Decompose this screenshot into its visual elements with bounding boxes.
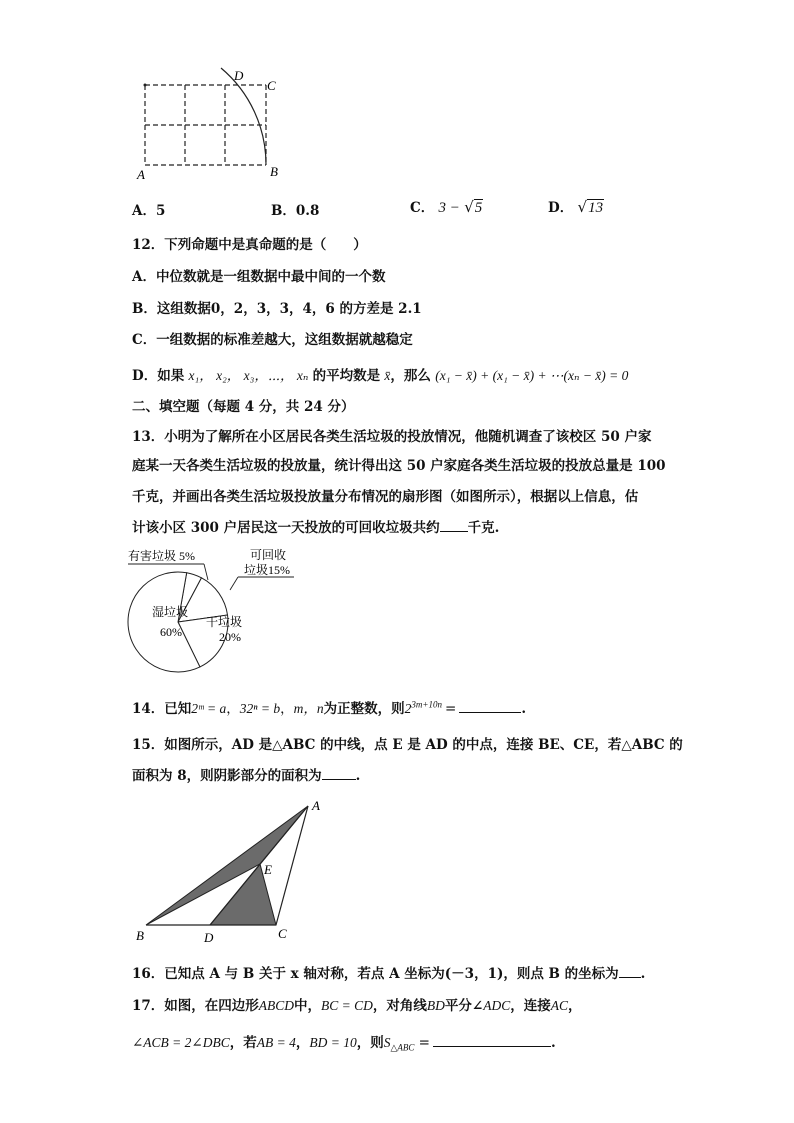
q14-expr3-base: 2 <box>404 701 412 716</box>
recyclable-pointer <box>230 577 238 590</box>
answer-blank[interactable] <box>619 964 641 978</box>
q12-d-mean: x̄ <box>384 368 391 383</box>
q17-line1-pre: 17．如图，在四边形 <box>132 998 259 1014</box>
q12-option-d <box>132 364 628 384</box>
label-harmful: 有害垃圾 5% <box>128 549 195 563</box>
q15-line1: 15．如图所示，AD 是△ABC 的中线，点 E 是 AD 的中点，连接 BE、CE，若△ABC 的 <box>132 737 683 753</box>
q12-d-vars: x₁， x₂， x₃，⋯， xₙ <box>188 368 309 383</box>
q16-pre: 16．已知点 A 与 B 关于 x 轴对称，若点 A 坐标为(－3，1)，则点 B 的坐标为 <box>132 966 619 982</box>
q11-option-c <box>410 196 483 217</box>
answer-blank[interactable] <box>433 1033 551 1047</box>
q17-ab: AB = 4 <box>256 1035 296 1050</box>
q14-mid: 为正整数，则 <box>323 701 405 717</box>
pie-chart <box>126 544 316 679</box>
label-wet-1: 湿垃圾 <box>152 605 189 619</box>
q15-line2-post: . <box>355 768 361 784</box>
fig11-label-B: B <box>270 164 278 179</box>
q17-line2-d: ，则 <box>356 1035 384 1051</box>
q11-option-d-radicand: 13 <box>588 200 604 216</box>
q17-s-sub: △ABC <box>390 1042 415 1053</box>
q13-line4 <box>132 516 499 536</box>
q17-ac: AC <box>550 998 568 1013</box>
fig15-label-A: A <box>312 798 320 813</box>
q17-line2 <box>132 1031 556 1054</box>
q14-expr2: 32ⁿ = b <box>239 701 281 716</box>
fig15-label-C: C <box>278 926 287 941</box>
q11-grid-figure <box>130 64 290 182</box>
q14-eq: = <box>445 701 457 717</box>
q17-eq: = <box>414 1035 430 1051</box>
q17-bdv: BD = 10 <box>309 1035 357 1050</box>
q17-s: S <box>383 1035 391 1050</box>
harmful-pointer <box>204 564 208 580</box>
q11-option-d-prefix: D． <box>548 200 574 216</box>
fig15-label-B: B <box>136 928 144 943</box>
q11-option-c-prefix: C． <box>410 200 435 216</box>
label-dry-1: 干垃圾 <box>206 615 243 629</box>
q13-line3: 千克，并画出各类生活垃圾投放量分布情况的扇形图（如图所示），根据以上信息，估 <box>132 489 639 505</box>
fig15-label-E: E <box>264 862 272 877</box>
label-recyclable-1: 可回收 <box>250 548 287 562</box>
q14-sep2: ， <box>280 701 294 717</box>
q17-adc: ADC <box>483 998 511 1013</box>
q12-d-then: ，那么 <box>390 368 431 384</box>
q11-option-d <box>548 196 604 217</box>
fig11-label-A: A <box>137 167 145 182</box>
q13-line1: 13．小明为了解所在小区居民各类生活垃圾的投放情况，他随机调查了该校区 50 户家 <box>132 429 652 445</box>
point-A-marker <box>144 84 147 87</box>
q14-vars: m，n <box>293 701 324 716</box>
q11-option-c-expr: 3 − <box>438 200 460 216</box>
fig11-label-D: D <box>234 68 244 83</box>
q14 <box>132 697 526 717</box>
q17-line2-c: ， <box>295 1035 310 1051</box>
q16-post: . <box>640 966 646 982</box>
q12-d-mid: 的平均数是 <box>312 368 381 384</box>
arc-through-D <box>221 68 266 165</box>
sqrt-symbol: √ <box>464 198 474 216</box>
q17-line1-c: 平分∠ <box>444 998 484 1014</box>
q12-option-c: C．一组数据的标准差越大，这组数据就越稳定 <box>132 332 413 348</box>
q13-line4-pre: 计该小区 300 户居民这一天投放的可回收垃圾共约 <box>132 520 440 536</box>
q11-option-a: A．5 <box>132 203 166 219</box>
q13-line2: 庭某一天各类生活垃圾的投放量，统计得出这 50 户家庭各类生活垃圾的投放总量是 100 <box>132 458 666 474</box>
q17-line2-b: ，若 <box>229 1035 257 1051</box>
q13-line4-post: 千克. <box>467 520 500 536</box>
q17-line1-d: ，连接 <box>510 998 551 1014</box>
q15-triangle-figure <box>130 798 330 948</box>
q11-option-c-radicand: 5 <box>474 200 483 216</box>
label-dry-2: 20% <box>219 630 241 644</box>
q17-eq1: BC = CD <box>321 998 373 1013</box>
answer-blank[interactable] <box>459 699 521 713</box>
fig15-label-D: D <box>204 930 214 945</box>
q14-prefix: 14．已知 <box>132 701 192 717</box>
q14-expr3-exp: 3m+10n <box>411 699 442 710</box>
q12-stem: 12．下列命题中是真命题的是（ ） <box>132 237 367 253</box>
q12-d-formula: (x₁ − x̄) + (x₁ − x̄) + ⋯(xₙ − x̄) = 0 <box>435 368 629 383</box>
q17-quad: ABCD <box>258 998 295 1013</box>
q12-option-b: B．这组数据0，2，3，3，4，6 的方差是 2.1 <box>132 301 422 317</box>
q17-bd: BD <box>426 998 445 1013</box>
q15-line2 <box>132 764 360 784</box>
answer-blank[interactable] <box>322 766 356 780</box>
q12-option-a: A．中位数就是一组数据中最中间的一个数 <box>132 269 386 285</box>
section-2-heading: 二、填空题（每题 4 分，共 24 分） <box>132 399 355 415</box>
label-wet-2: 60% <box>160 625 182 639</box>
q17-line2-a: ∠ACB = 2∠DBC <box>132 1035 230 1050</box>
q17-end: . <box>550 1035 556 1051</box>
q11-option-b: B．0.8 <box>271 203 320 219</box>
q17-line1 <box>132 994 582 1014</box>
q17-line1-mid: 中， <box>294 998 322 1014</box>
q12-d-prefix: D．如果 <box>132 368 185 384</box>
q14-sep1: ， <box>226 701 240 717</box>
q17-line1-e: ， <box>568 998 582 1014</box>
q15-line2-pre: 面积为 8，则阴影部分的面积为 <box>132 768 322 784</box>
q14-expr1: 2ᵐ = a <box>191 701 227 716</box>
sqrt-symbol: √ <box>577 198 588 216</box>
q17-line1-b: ，对角线 <box>372 998 427 1014</box>
answer-blank[interactable] <box>440 518 468 532</box>
q14-end: . <box>521 701 527 717</box>
fig11-label-C: C <box>267 78 276 93</box>
q16 <box>132 962 645 982</box>
label-recyclable-2: 垃圾15% <box>244 563 290 577</box>
